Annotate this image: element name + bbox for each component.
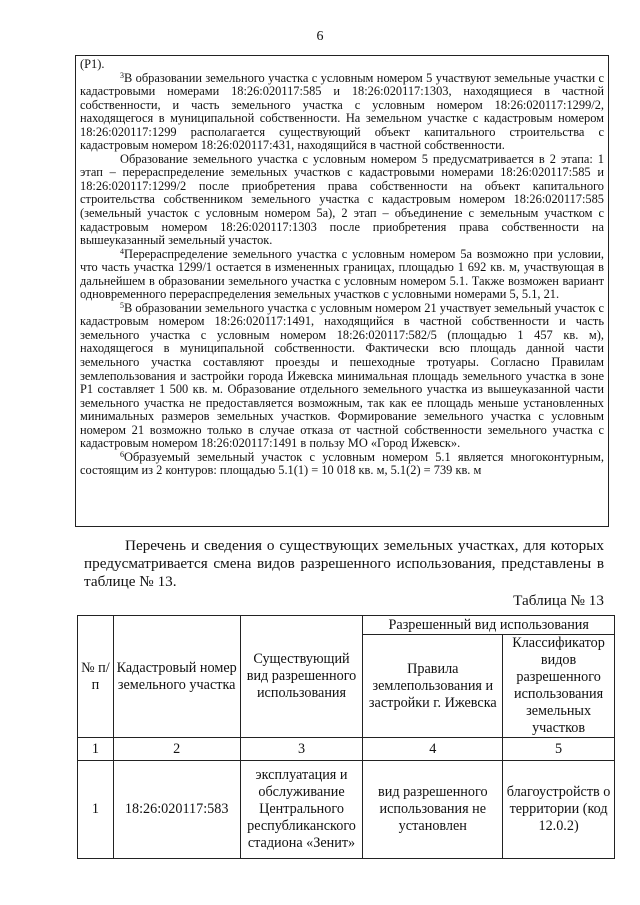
col-number: 4 bbox=[363, 738, 503, 761]
footnote-marker: 6 bbox=[120, 449, 124, 459]
footnote-text: В образовании земельного участка с условным номером 5 участвуют земельные участки с кадастровыми номерами 18:26:020117:585 и 18:26:020117:1303, находящиеся в частной собственности, и часть земельного участка с условным номером 18:26:020117:1299/2, находящегося в муниципальной собственности. На земельном участке с кадастровым номером 18:26:020117:1299 располагается существующий объект капитального строительства с кадастровым номером 18:26:020117:431, находящийся в частной собственности. bbox=[80, 70, 604, 153]
footnotes-box bbox=[75, 55, 609, 527]
footnote-marker: 5 bbox=[120, 300, 124, 310]
col-number: 5 bbox=[503, 738, 615, 761]
footnote-text: Образование земельного участка с условным номером 5 предусматривается в 2 этапа: 1 этап – перераспределение земельных участков с кадастровыми номерами 18:26:020117:585 и 18:26:020117:1299/2 после приобретения права собственности на объект капитального строительства собственником земельного участка с кадастровым номером 18:26:020117:585 (земельный участок с условным номером 5а), 2 этап – объединение с земельным участком с кадастровым номером 18:26:020117:1303 после приобретения права собственности на вышеуказанный земельный участок. bbox=[80, 151, 604, 248]
header-existing-use: Существующий вид разрешенного использования bbox=[240, 616, 363, 738]
footnote-continuation bbox=[80, 58, 604, 72]
page-number: 6 bbox=[316, 29, 324, 44]
footnote-4 bbox=[80, 248, 604, 302]
cell-rules: вид разрешенного использования не установлен bbox=[363, 761, 503, 859]
table-header-row bbox=[78, 616, 615, 635]
footnote-text: В образовании земельного участка с условным номером 21 участвует земельный участок с кадастровым номером 18:26:020117:1491, находящийся в частной собственности и часть земельного участка с условным номером 18:26:020117:582/5 (площадью 1 457 кв. м), находящегося в муниципальной собственности. Фактически всю площадь данной части земельного участка составляют проезды и пешеходные тротуары. Согласно Правилам землепользования и застройки города Ижевска минимальная площадь земельного участка в зоне Р1 составляет 1 500 кв. м. Образование отдельного земельного участка из вышеуказанной части земельного участка не предоставляется возможным, так как ее площадь меньше установленных минимальных размеров земельных участков. Формирование земельного участка с условным номером 21 возможно только в случае отказа от частной собственности земельного участка с кадастровым номером 18:26:020117:1491 в пользу МО «Город Ижевск». bbox=[80, 300, 604, 451]
footnote-marker: 3 bbox=[120, 70, 124, 80]
footnote-text: Образуемый земельный участок с условным номером 5.1 является многоконтурным, состоящим из 2 контуров: площадью 5.1(1) = 10 018 кв. м, 5.1(2) = 739 кв. м bbox=[80, 449, 604, 478]
cell-cadastral: 18:26:020117:583 bbox=[113, 761, 240, 859]
cell-existing-use: эксплуатация и обслуживание Центрального республиканского стадиона «Зенит» bbox=[240, 761, 363, 859]
col-number: 1 bbox=[78, 738, 114, 761]
header-num: № п/п bbox=[78, 616, 114, 738]
footnote-text: (Р1). bbox=[80, 57, 105, 71]
cell-classifier: благоустройств о территории (код 12.0.2) bbox=[503, 761, 615, 859]
footnote-5 bbox=[80, 302, 604, 451]
footnote-3-continued bbox=[80, 153, 604, 248]
header-classifier: Классификатор видов разрешенного использования земельных участков bbox=[503, 635, 615, 738]
col-number: 2 bbox=[113, 738, 240, 761]
table-caption: Таблица № 13 bbox=[513, 592, 604, 609]
table-row bbox=[78, 761, 615, 859]
footnote-text: Перераспределение земельного участка с условным номером 5а возможно при условии, что часть участка 1299/1 остается в измененных границах, площадью 1 692 кв. м, участвующая в дальнейшем в образовании земельного участка с условным номером 5.1. Также возможен вариант одновременного перераспределения земельных участков с условными номерами 5, 5.1, 21. bbox=[80, 246, 604, 302]
footnote-3 bbox=[80, 72, 604, 153]
column-number-row bbox=[78, 738, 615, 761]
land-plots-table bbox=[77, 615, 615, 859]
header-permitted-use: Разрешенный вид использования bbox=[363, 616, 615, 635]
cell-num: 1 bbox=[78, 761, 114, 859]
intro-paragraph: Перечень и сведения о существующих земельных участках, для которых предусматривается смена видов разрешенного использования, представлены в таблице № 13. bbox=[84, 537, 604, 590]
header-rules: Правила землепользования и застройки г. Ижевска bbox=[363, 635, 503, 738]
footnote-marker: 4 bbox=[120, 246, 124, 256]
header-cadastral: Кадастровый номер земельного участка bbox=[113, 616, 240, 738]
col-number: 3 bbox=[240, 738, 363, 761]
footnote-6 bbox=[80, 451, 604, 478]
